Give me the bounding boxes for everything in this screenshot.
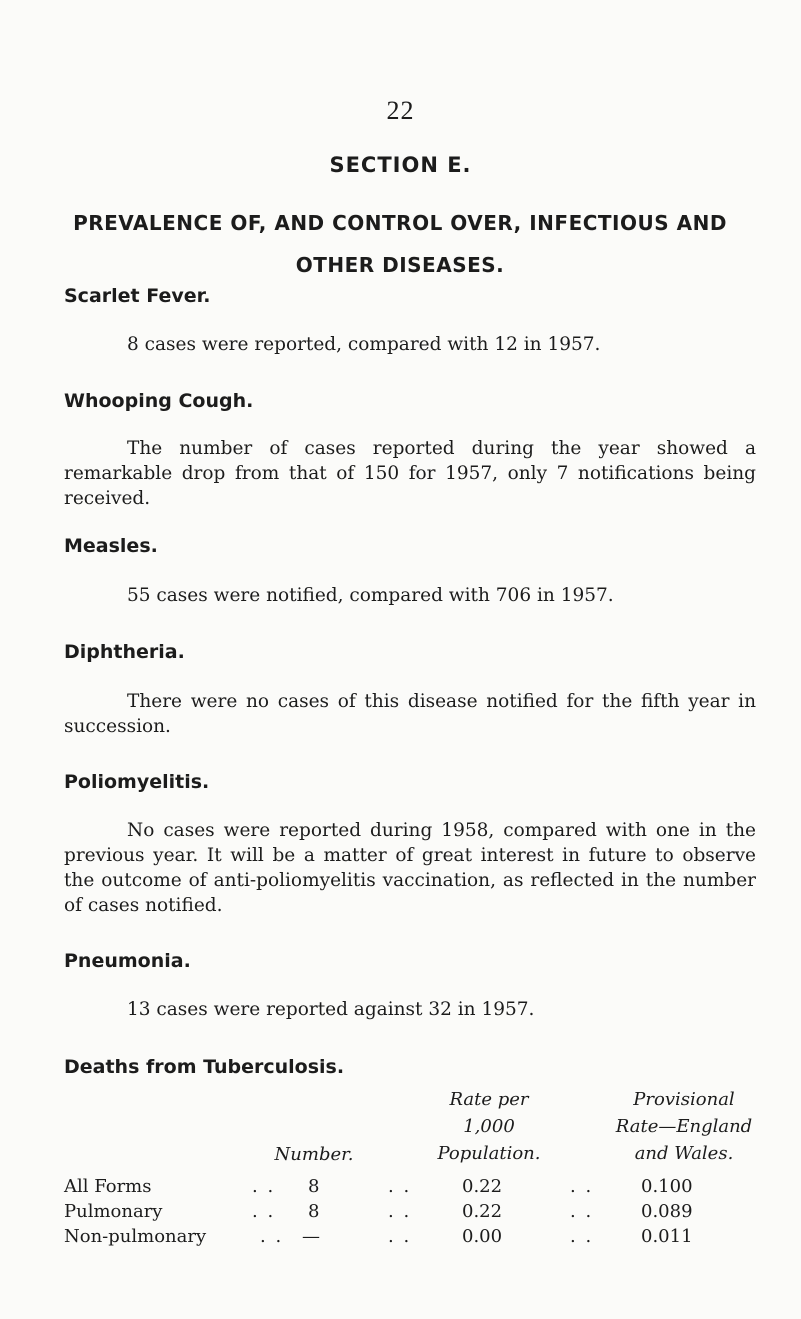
table-row [64, 1201, 764, 1225]
leader-dots: . . [388, 1176, 412, 1197]
heading-pneumonia: Pneumonia. [64, 950, 191, 972]
heading-scarlet-fever: Scarlet Fever. [64, 285, 211, 307]
col-header-provisional [594, 1088, 774, 1165]
col-header-provisional-line: and Wales. [634, 1143, 734, 1164]
page-number: 22 [386, 96, 415, 125]
row-number: 8 [308, 1201, 320, 1222]
row-label: Non-pulmonary [64, 1226, 207, 1247]
leader-dots: . . [388, 1226, 412, 1247]
main-title: PREVALENCE OF, AND CONTROL OVER, INFECTIOUS AND OTHER DISEASES. [73, 211, 727, 277]
row-provisional: 0.089 [641, 1201, 693, 1222]
para-poliomyelitis: No cases were reported during 1958, compared with one in the previous year. It will be a matter of great interest in future to observe the outcome of anti-poliomyelitis vaccination, as reflected in the number of cases notified. [64, 820, 756, 916]
row-rate: 0.22 [462, 1176, 503, 1197]
section-title: SECTION E. [329, 153, 472, 177]
row-provisional: 0.100 [641, 1176, 693, 1197]
row-label: All Forms [64, 1176, 152, 1197]
table-row [64, 1226, 764, 1250]
row-rate: 0.00 [462, 1226, 503, 1247]
leader-dots: . . [570, 1201, 594, 1222]
leader-dots: . . [252, 1176, 276, 1197]
col-header-rate [409, 1088, 569, 1165]
heading-diphtheria: Diphtheria. [64, 641, 185, 663]
heading-poliomyelitis: Poliomyelitis. [64, 771, 210, 793]
row-number: — [302, 1226, 320, 1247]
leader-dots: . . [260, 1226, 284, 1247]
col-header-provisional-line: Provisional [633, 1089, 735, 1110]
row-rate: 0.22 [462, 1201, 503, 1222]
para-diphtheria: There were no cases of this disease notified for the fifth year in succession. [64, 691, 756, 737]
leader-dots: . . [252, 1201, 276, 1222]
heading-deaths-tuberculosis: Deaths from Tuberculosis. [64, 1056, 345, 1078]
row-number: 8 [308, 1176, 320, 1197]
leader-dots: . . [570, 1226, 594, 1247]
row-label: Pulmonary [64, 1201, 163, 1222]
leader-dots: . . [388, 1201, 412, 1222]
col-header-rate-line: 1,000 [463, 1116, 515, 1137]
col-header-provisional-line: Rate—England [615, 1116, 753, 1137]
para-scarlet-fever: 8 cases were reported, compared with 12 in 1957. [127, 334, 601, 355]
heading-whooping-cough: Whooping Cough. [64, 390, 254, 412]
leader-dots: . . [570, 1176, 594, 1197]
para-pneumonia: 13 cases were reported against 32 in 1957. [127, 999, 535, 1020]
para-measles: 55 cases were notified, compared with 706 in 1957. [127, 585, 614, 606]
col-header-number: Number. [274, 1144, 354, 1165]
col-header-rate-line: Rate per [449, 1089, 529, 1110]
para-whooping-cough: The number of cases reported during the year showed a remarkable drop from that of 150 for 1957, only 7 notifications being received. [64, 438, 756, 509]
table-row [64, 1176, 764, 1200]
heading-measles: Measles. [64, 535, 158, 557]
col-header-rate-line: Population. [437, 1143, 541, 1164]
row-provisional: 0.011 [641, 1226, 693, 1247]
